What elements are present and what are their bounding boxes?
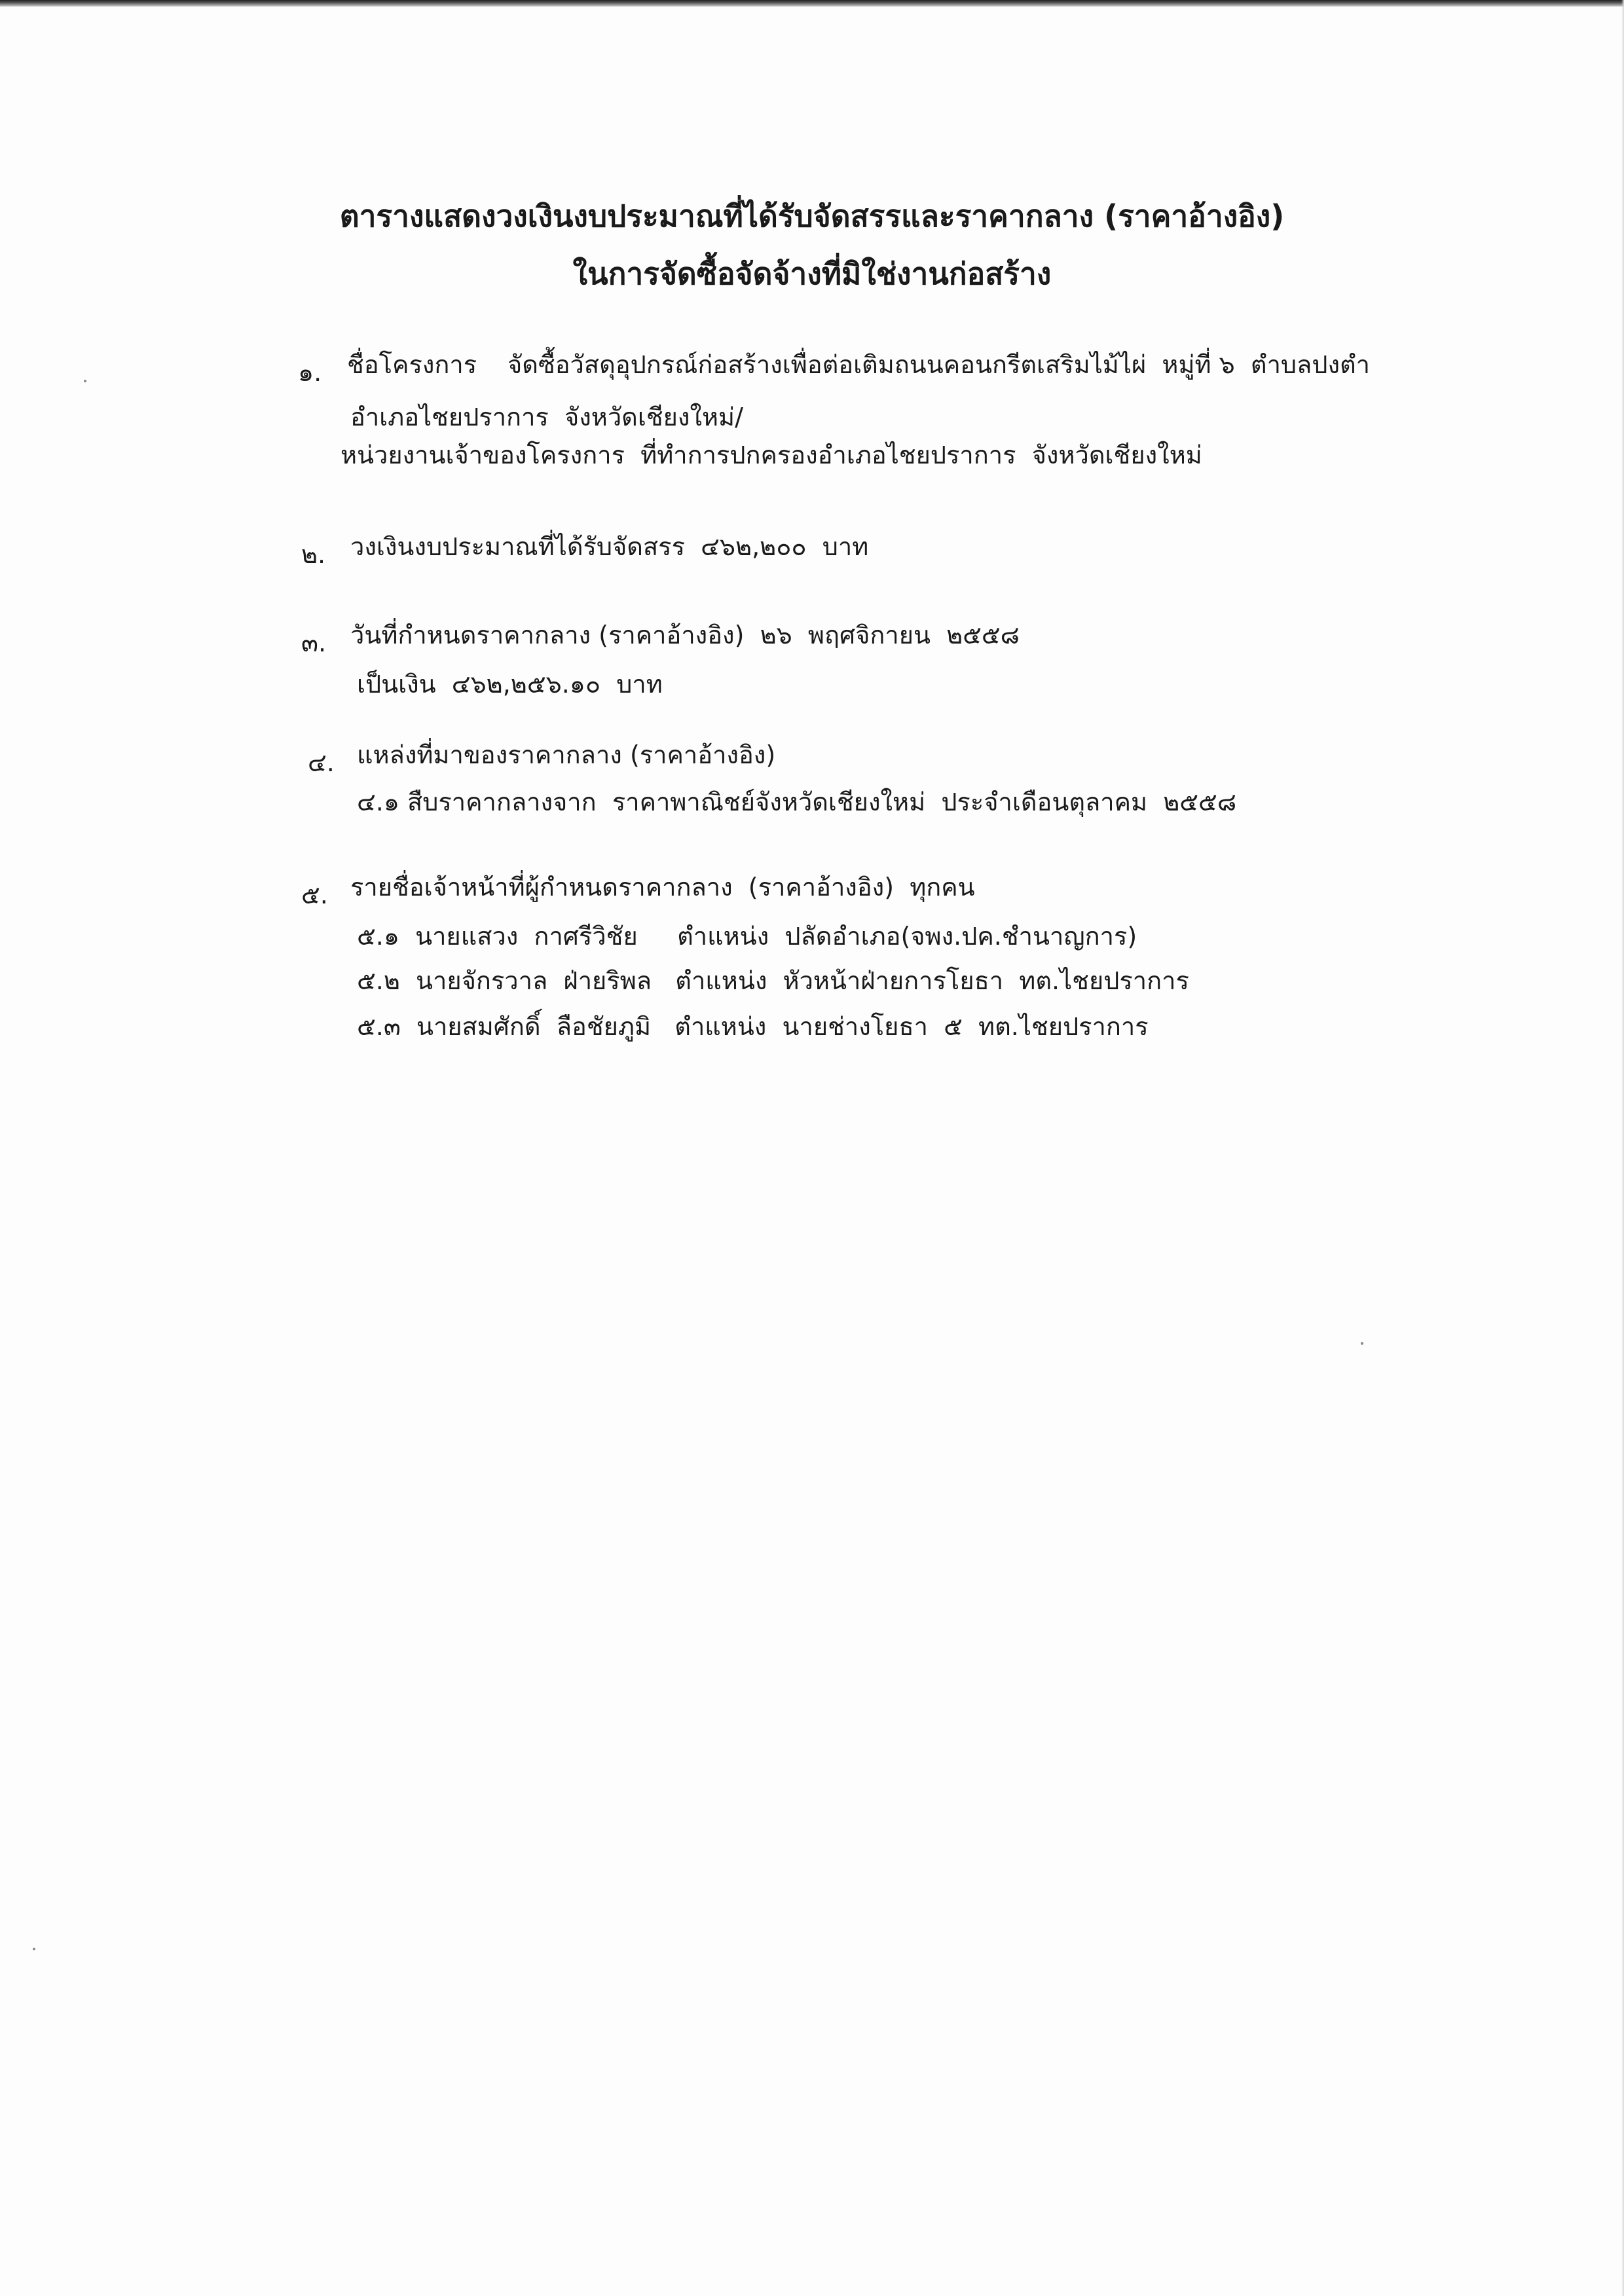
item-3-continuation-1: เป็นเงิน ๔๖๒,๒๕๖.๑๐ บาท [357,670,663,699]
item-2-text: วงเงินงบประมาณที่ได้รับจัดสรร ๔๖๒,๒๐๐ บาท [350,532,869,561]
item-3-number: ๓. [301,629,327,657]
item-4-number: ๔. [308,748,335,777]
item-5-number: ๕. [301,881,328,909]
item-2-number: ๒. [301,540,326,569]
item-5-sub-3: ๕.๓ นายสมศักดิ์ ลือชัยภูมิ ตำแหน่ง นายช่างโยธา ๕ ทต.ไชยปราการ [357,1012,1149,1041]
item-5-sub-2: ๕.๒ นายจักรวาล ฝ่ายริพล ตำแหน่ง หัวหน้าฝ่ายการโยธา ทต.ไชยปราการ [357,966,1189,995]
scan-speck [84,380,86,382]
scan-right-edge [1621,0,1624,2296]
item-1-label: ชื่อโครงการ [347,350,477,379]
item-1-continuation-1: อำเภอไชยปราการ จังหวัดเชียงใหม่/ [350,403,743,431]
title-line-1: ตารางแสดงวงเงินงบประมาณที่ได้รับจัดสรรและราคากลาง (ราคาอ้างอิง) [339,198,1285,234]
item-5-text: รายชื่อเจ้าหน้าที่ผู้กำหนดราคากลาง (ราคาอ้างอิง) ทุกคน [350,873,975,902]
scan-speck [33,1948,35,1950]
item-1-text: จัดซื้อวัสดุอุปกรณ์ก่อสร้างเพื่อต่อเติมถนนคอนกรีตเสริมไม้ไผ่ หมู่ที่ ๖ ตำบลปงตำ [507,350,1371,379]
title-line-2: ในการจัดซื้อจัดจ้างที่มิใช่งานก่อสร้าง [572,256,1052,291]
scan-speck [1361,1342,1363,1345]
item-1-continuation-2: หน่วยงานเจ้าของโครงการ ที่ทำการปกครองอำเภอไชยปราการ จังหวัดเชียงใหม่ [341,441,1202,469]
item-3-text: วันที่กำหนดราคากลาง (ราคาอ้างอิง) ๒๖ พฤศจิกายน ๒๕๕๘ [350,621,1020,649]
scan-top-edge [0,0,1624,7]
item-1-number: ๑. [298,358,322,387]
item-4-text: แหล่งที่มาของราคากลาง (ราคาอ้างอิง) [357,740,776,769]
item-4-sub-1: ๔.๑ สืบราคากลางจาก ราคาพาณิชย์จังหวัดเชียงใหม่ ประจำเดือนตุลาคม ๒๕๕๘ [357,788,1237,816]
item-5-sub-1: ๕.๑ นายแสวง กาศรีวิชัย ตำแหน่ง ปลัดอำเภอ(จพง.ปค.ชำนาญการ) [357,922,1137,951]
